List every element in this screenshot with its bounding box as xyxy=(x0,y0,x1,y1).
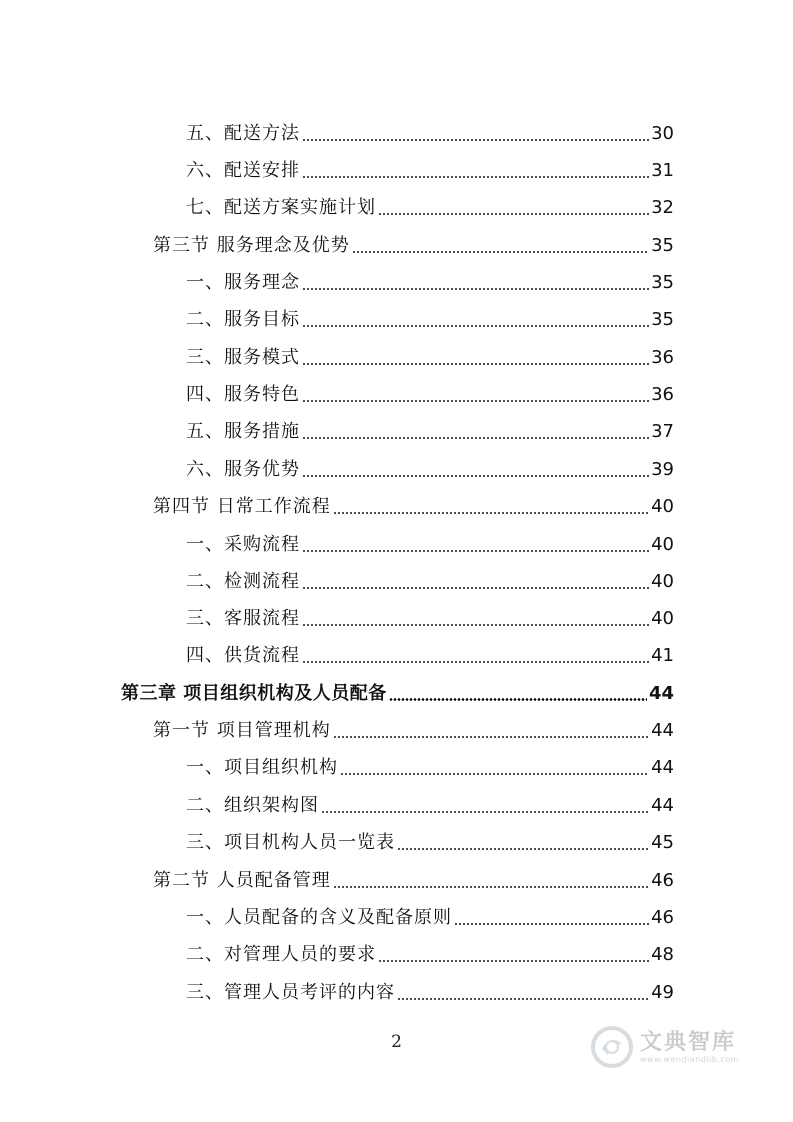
toc-entry-title: 三、服务模式 xyxy=(186,347,300,368)
toc-entry-page: 35 xyxy=(651,309,674,330)
toc-dot-leader xyxy=(302,475,649,477)
page-number: 2 xyxy=(391,1032,402,1052)
toc-entry-title: 二、对管理人员的要求 xyxy=(186,944,376,965)
toc-entry-page: 30 xyxy=(651,123,674,144)
toc-entry-page: 49 xyxy=(651,982,674,1003)
toc-entry-item[interactable] xyxy=(186,791,674,821)
toc-entry-title: 二、检测流程 xyxy=(186,571,300,592)
toc-entry-page: 44 xyxy=(648,683,674,704)
toc-entry-page: 46 xyxy=(651,870,674,891)
toc-entry-item[interactable] xyxy=(186,753,674,783)
toc-entry-page: 44 xyxy=(651,795,674,816)
toc-entry-title: 第一节 项目管理机构 xyxy=(153,720,331,741)
toc-entry-page: 32 xyxy=(651,197,674,218)
toc-dot-leader xyxy=(333,736,649,738)
toc-dot-leader xyxy=(389,698,647,701)
toc-entry-page: 40 xyxy=(651,496,674,517)
toc-entry-section[interactable] xyxy=(153,492,674,522)
toc-entry-page: 37 xyxy=(651,421,674,442)
toc-dot-leader xyxy=(302,325,649,327)
toc-entry-item[interactable] xyxy=(186,343,674,373)
toc-entry-item[interactable] xyxy=(186,604,674,634)
toc-entry-section[interactable] xyxy=(153,716,674,746)
toc-entry-title: 二、组织架构图 xyxy=(186,795,319,816)
toc-entry-item[interactable] xyxy=(186,530,674,560)
toc-entry-page: 39 xyxy=(651,459,674,480)
toc-entry-title: 一、采购流程 xyxy=(186,534,300,555)
toc-dot-leader xyxy=(333,512,649,514)
toc-entry-title: 七、配送方案实施计划 xyxy=(186,197,376,218)
toc-entry-item[interactable] xyxy=(186,156,674,186)
toc-entry-item[interactable] xyxy=(186,417,674,447)
toc-dot-leader xyxy=(302,437,649,439)
watermark-brand: 文典智库 xyxy=(640,1029,737,1055)
toc-dot-leader xyxy=(302,661,649,663)
toc-entry-page: 31 xyxy=(651,160,674,181)
toc-entry-page: 46 xyxy=(651,907,674,928)
watermark-text xyxy=(640,1031,739,1064)
toc-dot-leader xyxy=(397,998,649,1000)
toc-entry-item[interactable] xyxy=(186,455,674,485)
toc-entry-item[interactable] xyxy=(186,940,674,970)
watermark-url: www.wendiandlib.com xyxy=(640,1054,739,1064)
toc-dot-leader xyxy=(340,773,649,775)
toc-entry-page: 40 xyxy=(651,571,674,592)
toc-entry-title: 六、配送安排 xyxy=(186,160,300,181)
toc-entry-page: 40 xyxy=(651,534,674,555)
toc-entry-page: 35 xyxy=(651,235,674,256)
toc-entry-item[interactable] xyxy=(186,380,674,410)
toc-entry-title: 三、项目机构人员一览表 xyxy=(186,832,395,853)
toc-entry-title: 四、服务特色 xyxy=(186,384,300,405)
toc-entry-item[interactable] xyxy=(186,828,674,858)
toc-entry-title: 五、服务措施 xyxy=(186,421,300,442)
toc-entry-section[interactable] xyxy=(153,866,674,896)
toc-entry-item[interactable] xyxy=(186,903,674,933)
toc-entry-title: 二、服务目标 xyxy=(186,309,300,330)
toc-entry-item[interactable] xyxy=(186,268,674,298)
toc-entry-section[interactable] xyxy=(153,231,674,261)
toc-entry-title: 三、客服流程 xyxy=(186,608,300,629)
toc-entry-title: 四、供货流程 xyxy=(186,645,300,666)
toc-entry-item[interactable] xyxy=(186,567,674,597)
toc-entry-title: 五、配送方法 xyxy=(186,123,300,144)
toc-entry-page: 41 xyxy=(651,645,674,666)
toc-entry-page: 36 xyxy=(651,384,674,405)
toc-entry-page: 40 xyxy=(651,608,674,629)
toc-entry-item[interactable] xyxy=(186,305,674,335)
toc-dot-leader xyxy=(302,624,649,626)
toc-dot-leader xyxy=(378,213,649,215)
toc-dot-leader xyxy=(302,139,649,141)
toc-entry-item[interactable] xyxy=(186,193,674,223)
toc-entry-page: 45 xyxy=(651,832,674,853)
toc-entry-title: 第三节 服务理念及优势 xyxy=(153,235,350,256)
toc-entry-title: 第四节 日常工作流程 xyxy=(153,496,331,517)
toc-dot-leader xyxy=(378,960,649,962)
toc-dot-leader xyxy=(302,587,649,589)
toc-entry-title: 第三章 项目组织机构及人员配备 xyxy=(121,683,387,704)
toc-dot-leader xyxy=(454,923,649,925)
toc-entry-title: 三、管理人员考评的内容 xyxy=(186,982,395,1003)
toc-entry-title: 六、服务优势 xyxy=(186,459,300,480)
toc-entry-title: 一、项目组织机构 xyxy=(186,757,338,778)
toc-dot-leader xyxy=(352,251,649,253)
toc-dot-leader xyxy=(397,848,649,850)
toc-dot-leader xyxy=(321,811,649,813)
toc-entry-page: 48 xyxy=(651,944,674,965)
toc-entry-title: 一、服务理念 xyxy=(186,272,300,293)
toc-entry-title: 第二节 人员配备管理 xyxy=(153,870,331,891)
toc-entry-item[interactable] xyxy=(186,978,674,1008)
toc-dot-leader xyxy=(302,363,649,365)
toc-entry-item[interactable] xyxy=(186,641,674,671)
toc-entry-chapter[interactable] xyxy=(121,679,674,709)
toc-entry-item[interactable] xyxy=(186,119,674,149)
toc-dot-leader xyxy=(302,550,649,552)
toc-entry-page: 35 xyxy=(651,272,674,293)
toc-entry-page: 36 xyxy=(651,347,674,368)
watermark xyxy=(590,1022,770,1072)
toc-entry-page: 44 xyxy=(651,757,674,778)
toc-dot-leader xyxy=(302,288,649,290)
toc-entry-title: 一、人员配备的含义及配备原则 xyxy=(186,907,452,928)
wendian-logo-icon xyxy=(590,1025,634,1069)
toc-dot-leader xyxy=(333,886,649,888)
toc-dot-leader xyxy=(302,400,649,402)
toc-entry-page: 44 xyxy=(651,720,674,741)
toc-dot-leader xyxy=(302,176,649,178)
